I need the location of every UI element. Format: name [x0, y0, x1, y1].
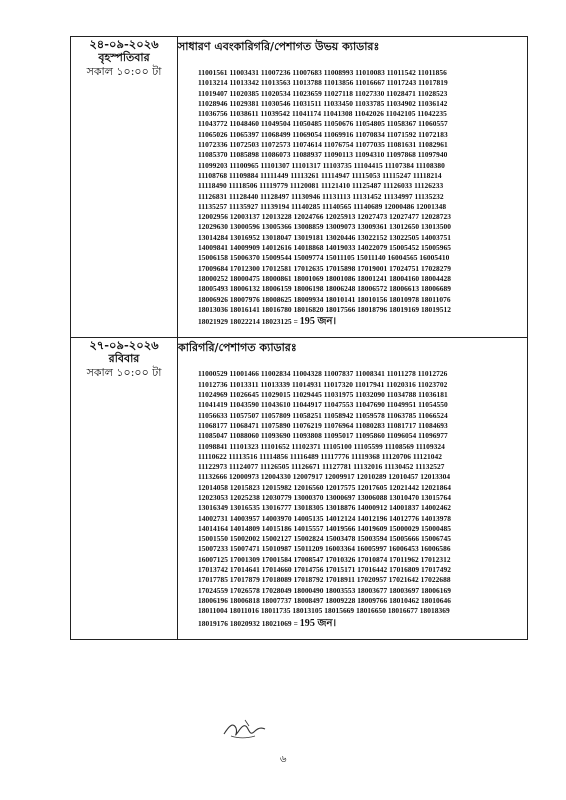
roll-number-line: 15006158 15006370 15009544 15009774 15011105 15011140 16004565 16005410: [198, 253, 450, 263]
roll-number-line: 12014058 12015823 12015982 12016560 12017575 12017605 12021442 12021864: [198, 482, 451, 492]
roll-number-line: 11012736 11013311 11013339 11014931 11017320 11017941 11020316 11023702: [198, 379, 448, 389]
roll-number-line: 11126831 11128440 11128497 11130946 11131113 11131452 11134997 11135232: [198, 191, 444, 201]
date-cell: [71, 37, 178, 338]
roll-number-line: 11028946 11029381 11030546 11031511 11033450 11033785 11034902 11036142: [198, 98, 448, 108]
exam-date: ২৭-০৯-২০২৬: [89, 338, 159, 353]
roll-list-cell: [178, 338, 528, 639]
last-roll-numbers: 18019176 18020932 18021069 =: [198, 618, 298, 628]
signature-mark: [221, 714, 267, 744]
roll-number-line: 11122973 11124077 11126505 11126671 11127781 11132016 11130452 11132527: [198, 462, 445, 472]
roll-list-cell: [178, 37, 528, 338]
roll-number-line: 11043772 11048460 11049504 11050485 11050676 11054805 11058367 11060557: [198, 119, 448, 129]
roll-number-line: 11013214 11013342 11013563 11013788 11013856 11016667 11017243 11017819: [198, 78, 448, 88]
roll-number-line: 12023053 12025238 12030779 13000370 13000697 13006088 13010470 13015764: [198, 492, 451, 502]
roll-number-line: 18006196 18006818 18007737 18008497 18009228 18009766 18010462 18010646: [198, 595, 451, 605]
roll-number-line: 17017785 17017879 17018089 17018792 17018911 17020957 17021642 17022688: [198, 575, 451, 585]
schedule-table: [70, 36, 528, 640]
roll-number-line: 18011004 18011016 18011735 18013105 18015669 18016650 18016677 18018369: [198, 606, 450, 616]
roll-number-line: 17009684 17012300 17012581 17012635 17015898 17019001 17024751 17028279: [198, 263, 451, 273]
roll-number-line: 11019407 11020385 11020534 11023659 11027118 11027330 11028471 11028523: [198, 88, 448, 98]
schedule-row: [71, 37, 528, 338]
roll-number-line: 11108768 11109884 11111449 11113261 11114947 11115053 11115247 11118214: [198, 170, 442, 180]
page-number: ৬: [280, 754, 287, 765]
roll-number-line: 11041419 11043590 11043610 11044917 11047553 11047690 11049951 11054550: [198, 400, 448, 410]
roll-number-line: 11135257 11135927 11139194 11140285 11140565 11140689 12000486 12001348: [198, 201, 447, 211]
roll-number-line: 15001550 15002002 15002127 15002824 15003478 15003594 15005666 15006745: [198, 534, 451, 544]
roll-number-line: 12029630 13000596 13005366 13008859 13009073 13009361 13012650 13013500: [198, 222, 451, 232]
roll-number-line: 18005493 18006132 18006159 18006198 18006248 18006572 18006613 18006689: [198, 284, 451, 294]
candidate-total: 195 জন।: [299, 316, 337, 328]
last-roll-numbers: 18021929 18022214 18023125 =: [198, 317, 298, 327]
roll-number-line: 18006926 18007976 18008625 18009934 18010141 18010156 18010978 18011076: [198, 294, 451, 304]
roll-number-line: 16007125 17001309 17001584 17008547 17010326 17010874 17011962 17012312: [198, 554, 451, 564]
roll-number-block: [178, 369, 527, 638]
roll-number-line: 18000252 18000475 18000861 18001069 18001086 18001241 18004160 18004428: [198, 273, 451, 283]
cadre-heading: সাধারণ এবংকারিগরি/পেশাগত উভয় ক্যাডারঃ: [178, 40, 380, 53]
cadre-heading: কারিগরি/পেশাগত ক্যাডারঃ: [178, 341, 297, 355]
roll-number-line: 11085370 11085898 11086073 11088937 11090113 11094310 11097868 11097940: [198, 150, 448, 160]
roll-number-line: 11036756 11038611 11039542 11041174 11041308 11042026 11042105 11042235: [198, 109, 447, 119]
roll-number-line: 11098841 11101323 11101652 11102371 11105100 11105599 11108569 11109324: [198, 441, 445, 451]
roll-number-line: 11110622 11113516 11114856 11116489 11117776 11119368 11120706 11121042: [198, 451, 443, 461]
roll-number-final-line: [198, 619, 527, 639]
roll-number-line: 11024969 11026645 11029015 11029445 11031975 11032090 11034788 11036181: [198, 390, 448, 400]
schedule-table-body: [71, 37, 528, 640]
roll-number-line: 11072336 11072503 11072573 11074614 11076754 11077035 11081631 11082961: [198, 140, 448, 150]
roll-number-line: 11085047 11088060 11093690 11093808 11095017 11095860 11096054 11096977: [198, 431, 448, 441]
exam-date: ২৪-০৯-২০২৬: [89, 37, 159, 51]
roll-number-line: 14002731 14003957 14003970 14005135 14012124 14012196 14012776 14013978: [198, 513, 451, 523]
exam-time: সকাল ১০:০০ টা: [86, 65, 162, 78]
exam-day: বৃহস্পতিবার: [98, 51, 150, 64]
roll-number-line: 18013036 18016141 18016780 18016820 18017566 18018796 18019169 18019512: [198, 304, 451, 314]
schedule-row: [71, 338, 528, 639]
roll-number-line: 11056633 11057507 11057809 11058251 11058942 11059578 11063785 11066524: [198, 410, 448, 420]
exam-day: রবিবার: [108, 352, 140, 366]
roll-number-line: 14014164 14014809 14015186 14015557 14019566 14019609 15000029 15000485: [198, 523, 451, 533]
roll-number-line: 13016349 13016535 13016777 13018305 13018876 14000912 14001837 14002462: [198, 503, 451, 513]
roll-number-line: 12002956 12003137 12013228 12024766 12025913 12027473 12027477 12028723: [198, 212, 451, 222]
roll-number-line: 11132666 12000973 12004330 12007917 12009917 12010289 12010457 12013304: [198, 472, 451, 482]
roll-number-line: 11065026 11065397 11068499 11069054 11069916 11070834 11071592 11072183: [198, 129, 448, 139]
roll-number-line: 17013742 17014641 17014660 17014756 17015171 17016442 17016809 17017492: [198, 565, 451, 575]
roll-number-line: 11118490 11118506 11119779 11120081 11121410 11125487 11126033 11126233: [198, 181, 444, 191]
roll-number-line: 11000529 11001466 11002834 11004328 11007837 11008341 11011278 11012726: [198, 369, 448, 379]
candidate-total: 195 জন।: [299, 617, 337, 629]
roll-number-line: 11068177 11068471 11075890 11076219 11076964 11080283 11081717 11084693: [198, 420, 448, 430]
roll-number-line: 17024559 17026578 17028049 18000490 18003553 18003677 18003697 18006169: [198, 585, 451, 595]
date-cell: [71, 338, 178, 639]
exam-time: সকাল ১০:০০ টা: [86, 366, 162, 380]
roll-number-block: [178, 68, 527, 337]
roll-number-line: 11099203 11100965 11101307 11101317 11103735 11104415 11107384 11108380: [198, 160, 445, 170]
roll-number-line: 11001561 11003431 11007236 11007683 11008993 11010083 11011542 11011856: [198, 68, 447, 77]
roll-number-line: 15007233 15007471 15010987 15011209 16003364 16005997 16006453 16006586: [198, 544, 451, 554]
roll-number-line: 14009841 14009909 14012616 14018868 14019033 14022079 15005452 15005965: [198, 243, 451, 253]
roll-number-final-line: [198, 317, 527, 337]
roll-number-line: 13014284 13016952 13018047 13019181 13020446 13022152 13022505 14003751: [198, 232, 451, 242]
